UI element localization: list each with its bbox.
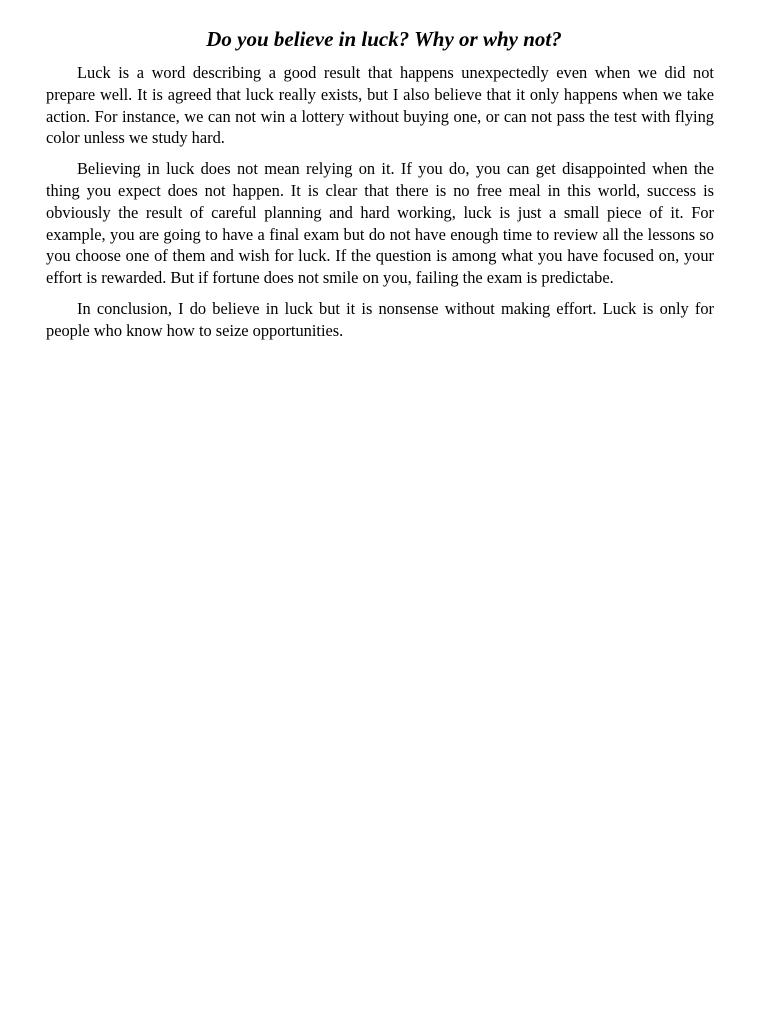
essay-body — [46, 62, 714, 351]
paragraph-conclusion: In conclusion, I do believe in luck but it is nonsense without making effort. Luck is only for people who know how to seize opportunities. — [46, 298, 714, 340]
essay-title: Do you believe in luck? Why or why not? — [206, 27, 562, 51]
paragraph-argument: Believing in luck does not mean relying on it. If you do, you can get disappointed when the thing you expect does not happen. It is clear that there is no free meal in this world, success is obviously the result of careful planning and hard working, luck is just a small piece of it. For example, you are going to have a final exam but do not have enough time to review all the lessons so you choose one of them and wish for luck. If the question is among what you have focused on, your effort is rewarded. But if fortune does not smile on you, failing the exam is predictabe. — [46, 159, 714, 288]
paragraph-intro: Luck is a word describing a good result that happens unexpectedly even when we did not prepare well. It is agreed that luck really exists, but I also believe that it only happens when we take action. For instance, we can not win a lottery without buying one, or can not pass the test with flying color unless we study hard. — [46, 63, 714, 148]
